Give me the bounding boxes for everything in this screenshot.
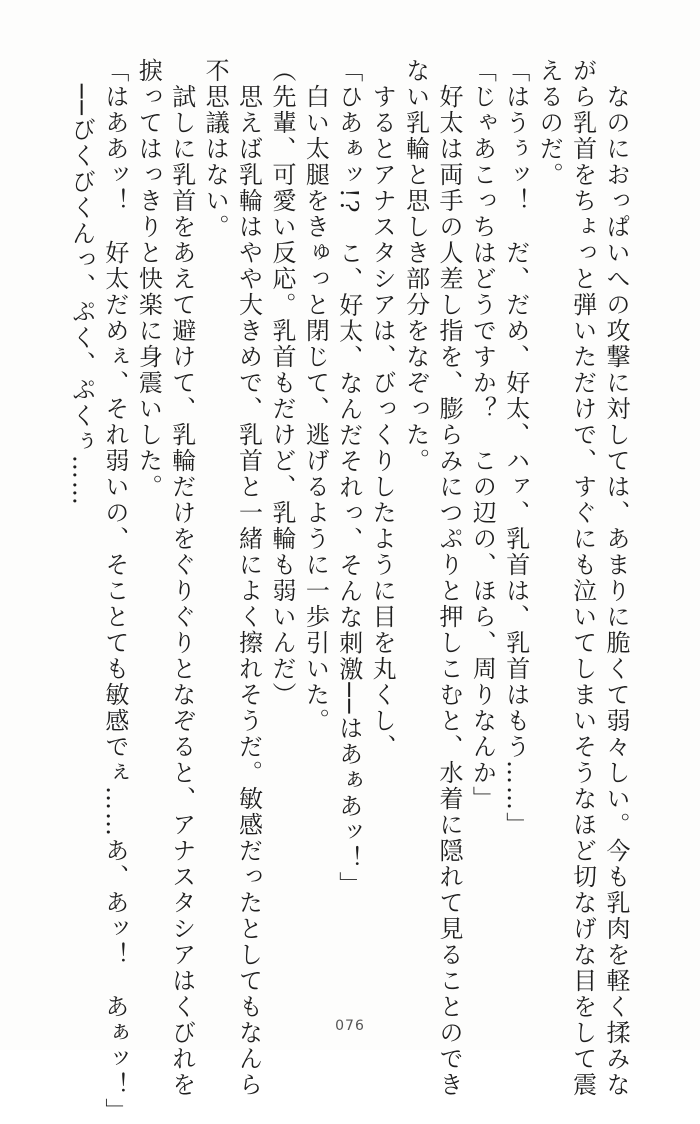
text-line: 不思議はない。 [201,58,230,240]
text-line: えるのだ。 [535,58,564,188]
text-line: 白い太腿をきゅっと閉じて、逃げるように一歩引いた。 [301,58,330,734]
text-line: 好太は両手の人差し指を、膨らみにつぷりと押しこむと、水着に隠れて見ることのでき [434,58,463,1098]
text-line: 「はああッ！ 好太だめぇ、それ弱いの、そことても敏感でぇ……あ、あッ！ あぁッ！」 [100,58,129,1124]
text-line: ──びくびくんっ、ぷく、ぷくぅ…… [67,58,96,507]
text-line: するとアナスタシアは、びっくりしたように目を丸くし、 [368,58,397,760]
text-line: （先輩、可愛い反応。乳首もだけど、乳輪も弱いんだ） [267,58,296,708]
text-line: 思えば乳輪はやや大きめで、乳首と一緒によく擦れそうだ。敏感だったとしてもなんら [234,58,263,1098]
text-line: がら乳首をちょっと弾いただけで、すぐにも泣いてしまいそうなほど切なげな目をして震 [568,58,597,1098]
text-line: 試しに乳首をあえて避けて、乳輪だけをぐりぐりとなぞると、アナスタシアはくびれを [167,58,196,1098]
text-line: 「ひあぁッ!? こ、好太、なんだそれっ、そんな刺激──はあぁあッ！」 [334,58,363,898]
text-line: 「じゃあこっちはどうですか？ この辺の、ほら、周りなんか」 [468,58,497,812]
text-line: 捩ってはっきりと快楽に身震いした。 [134,58,163,500]
text-line: なのにおっぱいへの攻撃に対しては、あまりに脆くて弱々しい。今も乳肉を軽く揉みな [602,58,630,1098]
text-line: 「はうぅッ！ だ、だめ、好太、ハァ、乳首は、乳首はもう……」 [501,58,530,838]
page-number: 076 [335,1018,365,1034]
text-line: ない乳輪と思しき部分をなぞった。 [401,58,430,474]
